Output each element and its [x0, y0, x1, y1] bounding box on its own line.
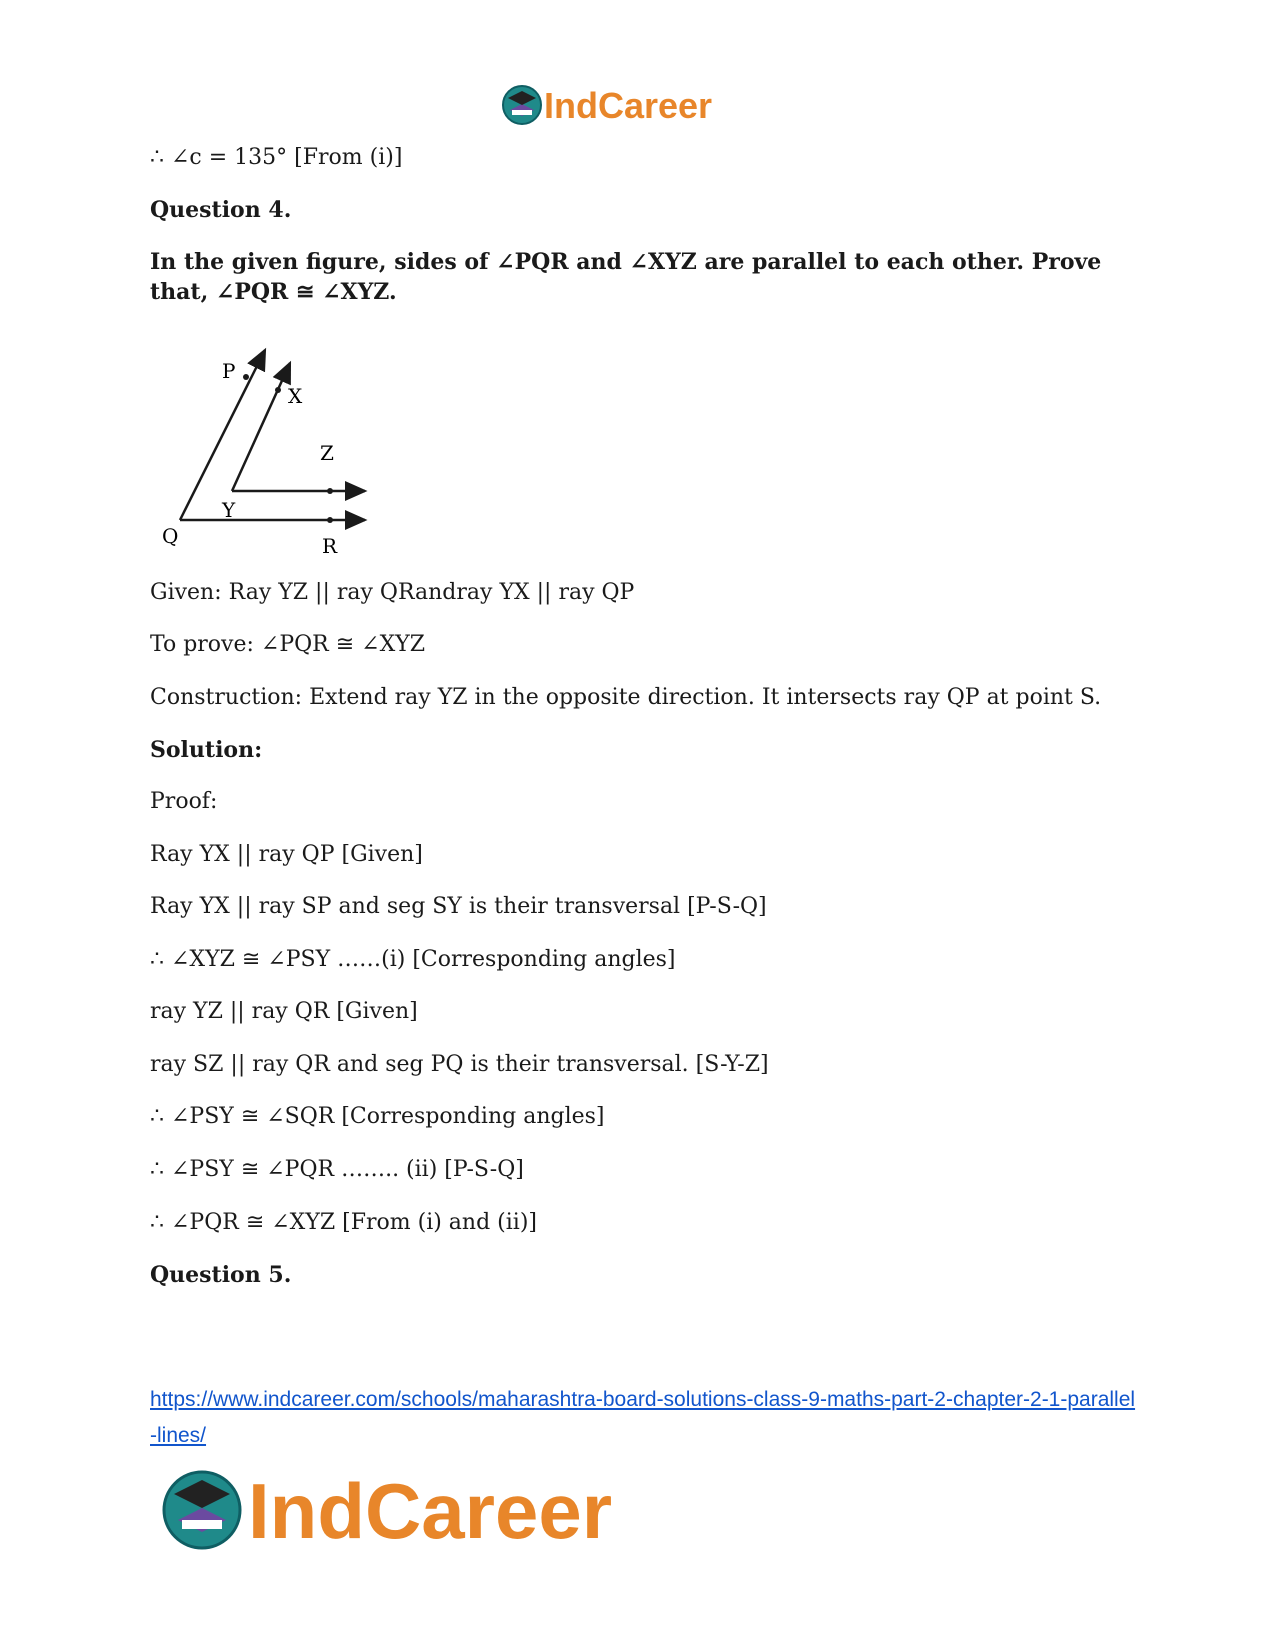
proof-step-2: Ray YX || ray SP and seg SY is their transversal [P-S-Q] — [150, 894, 767, 919]
solution-heading: Solution: — [150, 737, 263, 763]
proof-step-5: ray SZ || ray QR and seg PQ is their transversal. [S-Y-Z] — [150, 1052, 769, 1077]
proof-step-3: ∴ ∠XYZ ≅ ∠PSY ……(i) [Corresponding angles] — [150, 947, 676, 972]
label-r: R — [322, 534, 338, 558]
proof-step-6: ∴ ∠PSY ≅ ∠SQR [Corresponding angles] — [150, 1104, 605, 1129]
proof-step-1: Ray YX || ray QP [Given] — [150, 842, 423, 867]
label-z: Z — [320, 441, 334, 465]
header-logo-text: IndCareer — [544, 85, 713, 126]
proof-label: Proof: — [150, 789, 218, 814]
header-logo — [500, 80, 780, 130]
globe-icon — [503, 86, 541, 124]
question-4-heading: Question 4. — [150, 197, 292, 223]
source-link[interactable]: https://www.indcareer.com/schools/maharashtra-board-solutions-class-9-maths-part-2-chapter-2-1-parallel-lines/ — [150, 1388, 1136, 1447]
proof-step-7: ∴ ∠PSY ≅ ∠PQR …….. (ii) [P-S-Q] — [150, 1157, 524, 1182]
proof-step-4: ray YZ || ray QR [Given] — [150, 999, 418, 1024]
line-angle-c: ∴ ∠c = 135° [From (i)] — [150, 145, 403, 170]
to-prove-line: To prove: ∠PQR ≅ ∠XYZ — [150, 632, 426, 657]
question-4-text: In the given figure, sides of ∠PQR and ∠XYZ are parallel to each other. Prove that, ∠PQR ≅ ∠XYZ. — [150, 249, 1102, 305]
construction-line: Construction: Extend ray YZ in the opposite direction. It intersects ray QP at point S. — [150, 685, 1102, 710]
label-q: Q — [162, 524, 179, 548]
parallel-angles-figure — [150, 345, 400, 565]
proof-step-8: ∴ ∠PQR ≅ ∠XYZ [From (i) and (ii)] — [150, 1210, 537, 1235]
footer-logo-text: IndCareer — [248, 1467, 613, 1555]
given-line: Given: Ray YZ || ray QRandray YX || ray QP — [150, 580, 635, 605]
label-y: Y — [222, 498, 236, 522]
globe-icon — [164, 1472, 240, 1548]
ray-yx — [232, 363, 290, 491]
question-5-heading: Question 5. — [150, 1262, 292, 1288]
label-x: X — [288, 384, 303, 408]
label-p: P — [222, 359, 236, 383]
footer-logo — [160, 1460, 700, 1560]
